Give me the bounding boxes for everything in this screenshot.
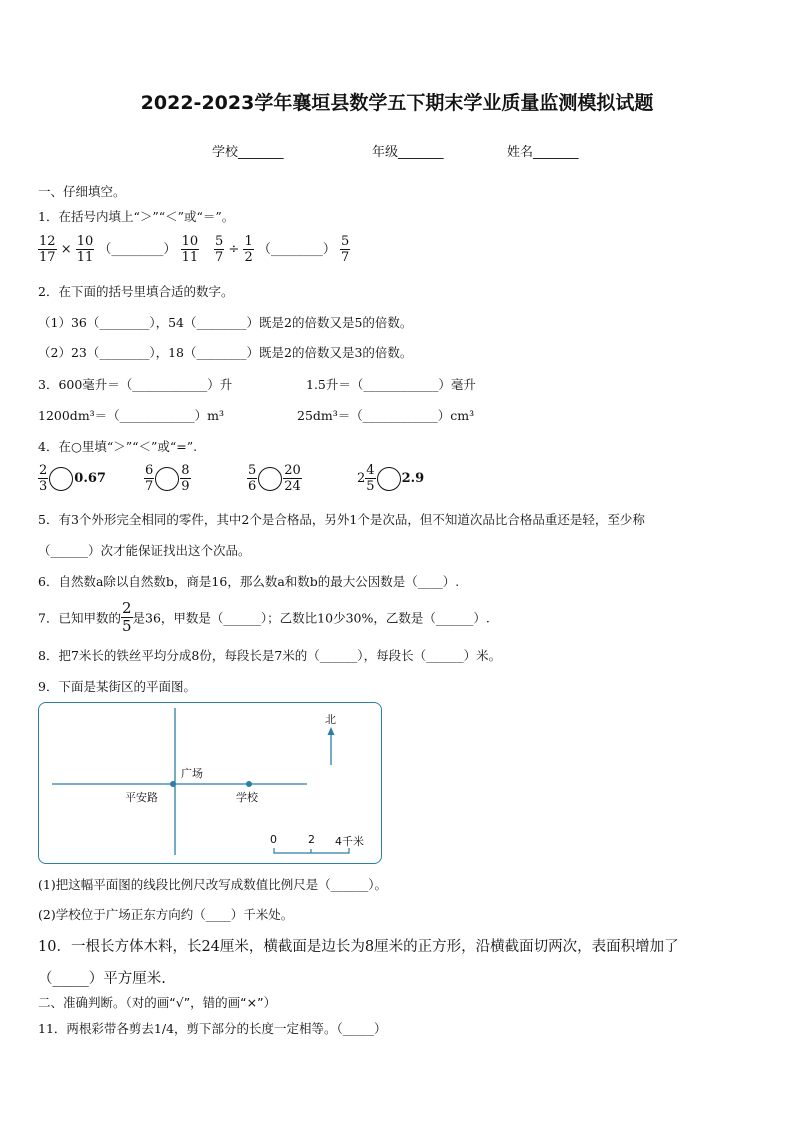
question-4: 4．在○里填“＞”“＜”或“=”. (38, 439, 198, 454)
school-field[interactable]: 学校_______ (212, 145, 284, 160)
question-1: 1．在括号内填上“＞”“＜”或“＝”。 (38, 209, 235, 224)
fraction: $\frac{1}{2}$ (244, 234, 253, 265)
q5-line-2[interactable]: （______）次才能保证找出这个次品。 (38, 543, 251, 558)
q9-sub-1[interactable]: (1)把这幅平面图的线段比例尺改写成数值比例尺是（______）。 (38, 877, 387, 892)
square-label: 广场 (181, 767, 203, 780)
name-field[interactable]: 姓名_______ (507, 145, 579, 160)
scale-4km: 4千米 (335, 835, 364, 848)
question-7[interactable]: 7．已知甲数的 $\frac{2}{5}$ 是36，甲数是（______）；乙数比10少30%，乙数是（______）. (38, 599, 490, 635)
q3-part-d[interactable]: 25dm³＝（____________）cm³ (297, 408, 475, 423)
north-label: 北 (325, 713, 336, 726)
square-point (170, 781, 176, 787)
q9-sub-2[interactable]: (2)学校位于广场正东方向约（____）千米处。 (38, 907, 294, 922)
answer-blank[interactable]: （________） (98, 242, 177, 257)
question-6[interactable]: 6．自然数a除以自然数b，商是16，那么数a和数b的最大公因数是（____）. (38, 574, 460, 589)
q1-expression-1 (38, 234, 199, 265)
question-11[interactable]: 11．两根彩带各剪去1/4，剪下部分的长度一定相等。（_____） (38, 1021, 387, 1036)
fraction: $\frac{10}{11}$ (76, 234, 94, 265)
q2-line-1[interactable]: （1）36（________），54（________）既是2的倍数又是5的倍数。 (38, 315, 413, 330)
scale-0: 0 (270, 833, 277, 846)
scale-2: 2 (308, 833, 315, 846)
school-label: 学校 (236, 791, 258, 804)
q5-line-1: 5．有3个外形完全相同的零件，其中2个是合格品，另外1个是次品，但不知道次品比合格品重还是轻，至少称 (38, 512, 645, 527)
compare-circle[interactable] (258, 467, 282, 491)
q4-item-2: $\frac{6}{7}$ $\frac{8}{9}$ (145, 463, 190, 494)
q10-line-1: 10．一根长方体木料，长24厘米，横截面是边长为8厘米的正方形，沿横截面切两次，表面积增加了 (38, 939, 679, 955)
answer-blank[interactable]: （________） (257, 242, 336, 257)
section-2-heading: 二、准确判断。（对的画“√”，错的画“×”） (38, 995, 277, 1010)
q1-expression-2 (214, 234, 350, 265)
fraction: $\frac{5}{7}$ (341, 234, 350, 265)
q4-item-3: $\frac{5}{6}$ $\frac{20}{24}$ (248, 463, 301, 494)
road-label: 平安路 (125, 791, 158, 804)
street-map (38, 702, 382, 864)
fraction: $\frac{10}{11}$ (181, 234, 199, 265)
q2-line-2[interactable]: （2）23（________），18（________）既是2的倍数又是3的倍数。 (38, 345, 413, 360)
q10-line-2[interactable]: （_____）平方厘米. (38, 971, 166, 987)
question-9: 9．下面是某街区的平面图。 (38, 679, 196, 694)
section-1-heading: 一、仔细填空。 (38, 184, 126, 199)
grade-field[interactable]: 年级_______ (372, 145, 444, 160)
question-2: 2．在下面的括号里填合适的数字。 (38, 284, 234, 299)
operator: × (60, 242, 72, 257)
q3-part-b[interactable]: 1.5升＝（____________）毫升 (306, 377, 476, 392)
question-8[interactable]: 8．把7米长的铁丝平均分成8份，每段长是7米的（______），每段长（______）米。 (38, 648, 502, 663)
q3-part-a[interactable]: 3．600毫升＝（____________）升 (38, 377, 233, 392)
q3-part-c[interactable]: 1200dm³＝（____________）m³ (38, 408, 225, 423)
q4-item-1: $\frac{2}{3}$ 0.67 (39, 463, 106, 494)
fraction: $\frac{12}{17}$ (39, 234, 56, 265)
page-title: 2022-2023学年襄垣县数学五下期末学业质量监测模拟试题 (140, 92, 654, 114)
compare-circle[interactable] (155, 467, 179, 491)
q4-item-4: 2 $\frac{4}{5}$ 2.9 (357, 463, 425, 494)
north-arrow-head (328, 727, 335, 735)
operator: ÷ (228, 242, 240, 257)
fraction: $\frac{5}{7}$ (215, 234, 224, 265)
compare-circle[interactable] (377, 467, 401, 491)
compare-circle[interactable] (49, 467, 73, 491)
school-point (246, 781, 252, 787)
